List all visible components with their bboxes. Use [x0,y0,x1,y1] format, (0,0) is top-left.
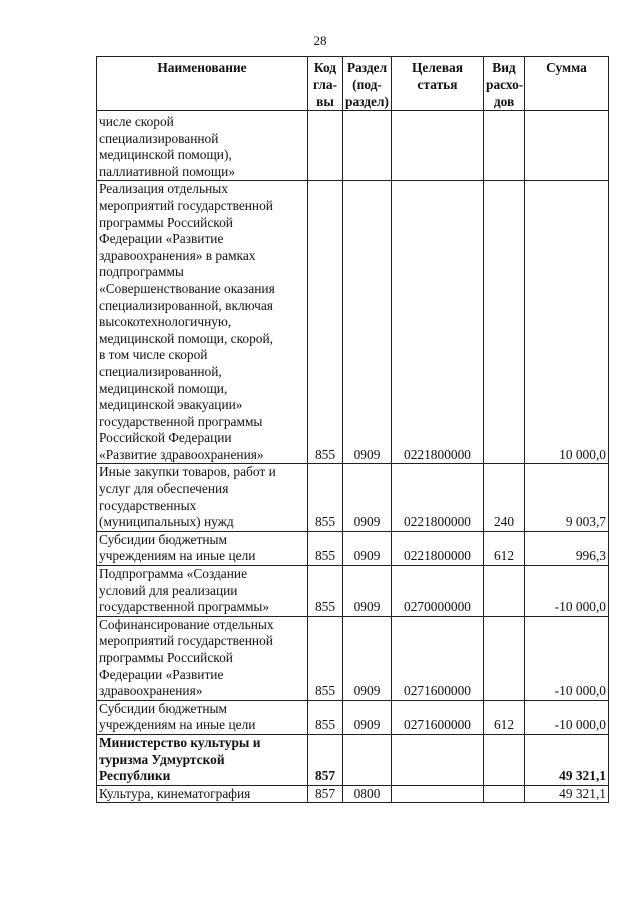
header-name: Наименование [97,57,308,111]
row-code: 855 [308,464,343,531]
row-section: 0909 [343,700,392,734]
row-sum: 10 000,0 [525,181,609,464]
header-section: Раздел (под- раздел) [343,57,392,111]
row-name: Культура, кинематография [97,785,308,803]
row-section: 0909 [343,464,392,531]
table-row [97,111,609,181]
row-type [484,181,525,464]
row-code: 855 [308,700,343,734]
row-code: 855 [308,531,343,565]
row-section: 0800 [343,785,392,803]
row-name: Софинансирование отдельных мероприятий государственной программы Российской Федерации «Развитие здравоохранения» [97,616,308,700]
row-type: 240 [484,464,525,531]
row-target: 0221800000 [392,531,484,565]
row-code: 855 [308,616,343,700]
row-name: числе скорой специализированной медицинской помощи), паллиативной помощи» [97,111,308,181]
row-type [484,616,525,700]
row-sum: 49 321,1 [525,785,609,803]
header-target: Целевая статья [392,57,484,111]
row-section: 0909 [343,181,392,464]
row-sum: 9 003,7 [525,464,609,531]
header-row [97,57,609,111]
row-type: 612 [484,531,525,565]
header-type: Вид расхо- дов [484,57,525,111]
row-target: 0271600000 [392,700,484,734]
row-sum: -10 000,0 [525,566,609,617]
row-sum: 49 321,1 [525,734,609,785]
table-row [97,616,609,700]
row-sum [525,111,609,181]
row-section: 0909 [343,566,392,617]
row-name: Реализация отдельных мероприятий государственной программы Российской Федерации «Развитие здравоохранения» в рамках подпрограммы «Совершенствование оказания специализированной, включая высокотехнологичную, медицинской помощи, скорой, в том числе скорой специализированной, медицинской помощи, медицинской эвакуации» государственной программы Российской Федерации «Развитие здравоохранения» [97,181,308,464]
row-section: 0909 [343,531,392,565]
table-row [97,785,609,803]
budget-table [96,56,609,803]
row-type: 612 [484,700,525,734]
row-name: Подпрограмма «Создание условий для реализации государственной программы» [97,566,308,617]
row-name: Министерство культуры и туризма Удмуртской Республики [97,734,308,785]
row-target [392,734,484,785]
row-target: 0270000000 [392,566,484,617]
table-row [97,700,609,734]
row-name: Субсидии бюджетным учреждениям на иные цели [97,531,308,565]
table-body [97,111,609,803]
row-target [392,785,484,803]
row-type [484,111,525,181]
row-type [484,785,525,803]
row-section: 0909 [343,616,392,700]
row-type [484,566,525,617]
header-sum: Сумма [525,57,609,111]
table-row [97,531,609,565]
table-row [97,464,609,531]
row-section [343,111,392,181]
row-code: 857 [308,734,343,785]
row-name: Субсидии бюджетным учреждениям на иные цели [97,700,308,734]
row-sum: 996,3 [525,531,609,565]
row-target [392,111,484,181]
row-target: 0221800000 [392,464,484,531]
row-section [343,734,392,785]
row-target: 0221800000 [392,181,484,464]
table-row [97,181,609,464]
page-number: 28 [313,33,327,48]
row-code: 855 [308,181,343,464]
row-code [308,111,343,181]
row-sum: -10 000,0 [525,700,609,734]
table-row [97,734,609,785]
table-row [97,566,609,617]
row-target: 0271600000 [392,616,484,700]
header-code: Код гла- вы [308,57,343,111]
row-code: 857 [308,785,343,803]
row-sum: -10 000,0 [525,616,609,700]
row-code: 855 [308,566,343,617]
row-name: Иные закупки товаров, работ и услуг для обеспечения государственных (муниципальных) нужд [97,464,308,531]
row-type [484,734,525,785]
